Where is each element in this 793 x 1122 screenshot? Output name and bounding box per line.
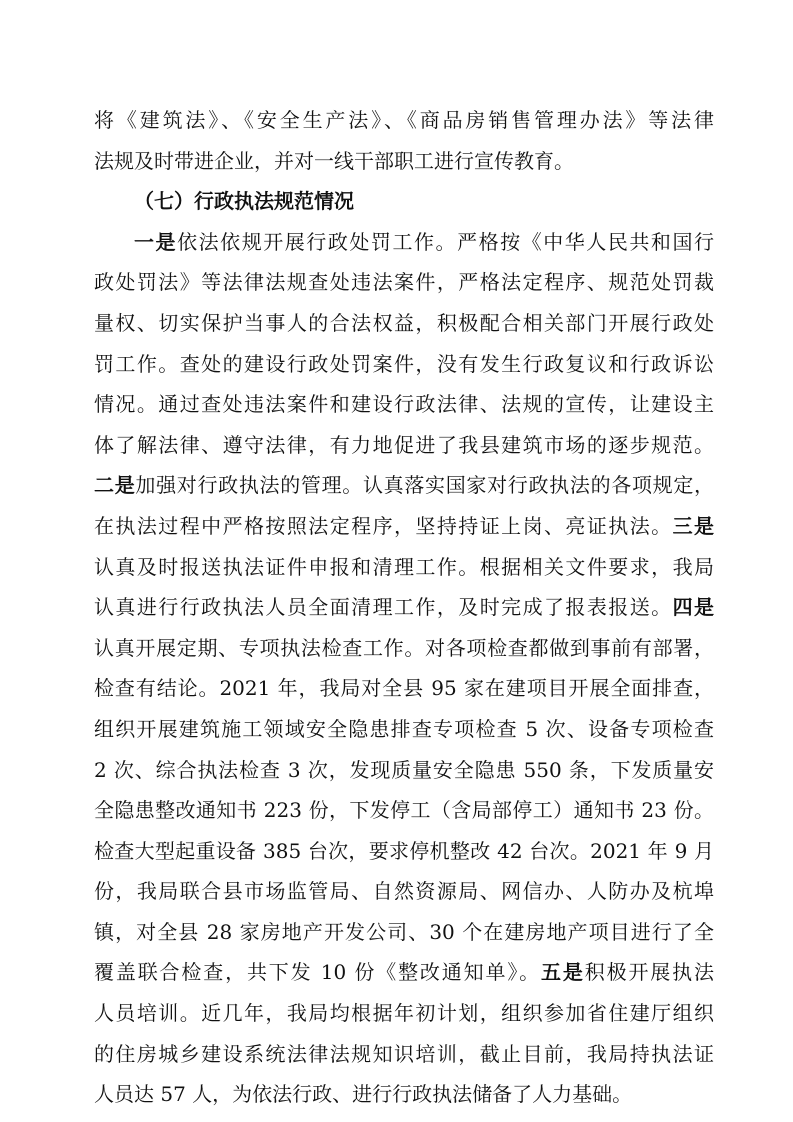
body-line bbox=[94, 425, 714, 466]
bold-marker: 五是 bbox=[541, 960, 585, 985]
section-heading: （七）行政执法规范情况 bbox=[134, 189, 354, 214]
line-text: 法规及时带进企业，并对一线干部职工进行宣传教育。 bbox=[94, 148, 574, 173]
body-line bbox=[94, 465, 714, 506]
line-text: 情况。通过查处违法案件和建设行政法律、法规的宣传，让建设主 bbox=[94, 392, 714, 417]
body-line bbox=[94, 384, 714, 425]
line-text: 人员培训。近几年，我局均根据年初计划，组织参加省住建厅组织 bbox=[94, 1001, 714, 1026]
line-text: 体了解法律、遵守法律，有力地促进了我县建筑市场的逐步规范。 bbox=[94, 432, 714, 457]
line-text: 加强对行政执法的管理。认真落实国家对行政执法的各项规定， bbox=[135, 473, 715, 498]
line-text: 全隐患整改通知书 223 份，下发停工（含局部停工）通知书 23 份。 bbox=[94, 798, 714, 823]
body-line bbox=[94, 344, 714, 385]
body-line bbox=[94, 790, 714, 831]
line-text: 依法依规开展行政处罚工作。严格按《中华人民共和国行 bbox=[177, 229, 715, 254]
body-line bbox=[94, 100, 714, 141]
body-line bbox=[94, 1074, 714, 1115]
body-line bbox=[94, 1034, 714, 1075]
line-text: 量权、切实保护当事人的合法权益，积极配合相关部门开展行政处 bbox=[94, 310, 714, 335]
body-line bbox=[94, 952, 714, 993]
document-page bbox=[94, 100, 714, 1115]
line-text: 镇，对全县 28 家房地产开发公司、30 个在建房地产项目进行了全 bbox=[94, 919, 714, 944]
line-text: 份，我局联合县市场监管局、自然资源局、网信办、人防办及杭埠 bbox=[94, 879, 714, 904]
body-line bbox=[94, 547, 714, 588]
body-line bbox=[94, 587, 714, 628]
body-line bbox=[94, 709, 714, 750]
bold-marker: 四是 bbox=[672, 595, 715, 620]
line-text: 2 次、综合执法检查 3 次，发现质量安全隐患 550 条，下发质量安 bbox=[94, 757, 714, 782]
line-text: 检查大型起重设备 385 台次，要求停机整改 42 台次。2021 年 9 月 bbox=[94, 838, 714, 863]
body-line bbox=[94, 871, 714, 912]
body-line bbox=[94, 993, 714, 1034]
line-text-pre: 认真进行行政执法人员全面清理工作，及时完成了报表报送。 bbox=[94, 595, 673, 620]
bold-marker: 三是 bbox=[672, 513, 715, 538]
body-line bbox=[94, 141, 714, 182]
line-text: 政处罚法》等法律法规查处违法案件，严格法定程序、规范处罚裁 bbox=[94, 270, 714, 295]
line-text: 组织开展建筑施工领域安全隐患排查专项检查 5 次、设备专项检查 bbox=[94, 716, 714, 741]
body-line bbox=[94, 750, 714, 791]
bold-marker: 一是 bbox=[134, 229, 178, 254]
line-text: 罚工作。查处的建设行政处罚案件，没有发生行政复议和行政诉讼 bbox=[94, 351, 714, 376]
line-text: 的住房城乡建设系统法律法规知识培训，截止目前，我局持执法证 bbox=[94, 1041, 714, 1066]
body-line bbox=[94, 668, 714, 709]
body-line bbox=[94, 912, 714, 953]
line-text: 积极开展执法 bbox=[584, 960, 715, 985]
body-line bbox=[94, 303, 714, 344]
body-line bbox=[94, 628, 714, 669]
body-line bbox=[94, 222, 714, 263]
body-line bbox=[94, 262, 714, 303]
line-text: 将《建筑法》、《安全生产法》、《商品房销售管理办法》等法律 bbox=[94, 108, 714, 132]
line-text-pre: 覆盖联合检查，共下发 10 份《整改通知单》。 bbox=[94, 960, 542, 985]
bold-marker: 二是 bbox=[94, 473, 136, 498]
line-text: 认真及时报送执法证件申报和清理工作。根据相关文件要求，我局 bbox=[94, 554, 714, 579]
body-line bbox=[94, 506, 714, 547]
line-text-pre: 在执法过程中严格按照法定程序，坚持持证上岗、亮证执法。 bbox=[94, 513, 673, 538]
line-text: 检查有结论。2021 年，我局对全县 95 家在建项目开展全面排查， bbox=[94, 676, 714, 701]
body-line bbox=[94, 831, 714, 872]
line-text: 认真开展定期、专项执法检查工作。对各项检查都做到事前有部署， bbox=[94, 635, 714, 660]
line-text: 人员达 57 人，为依法行政、进行行政执法储备了人力基础。 bbox=[94, 1082, 633, 1107]
